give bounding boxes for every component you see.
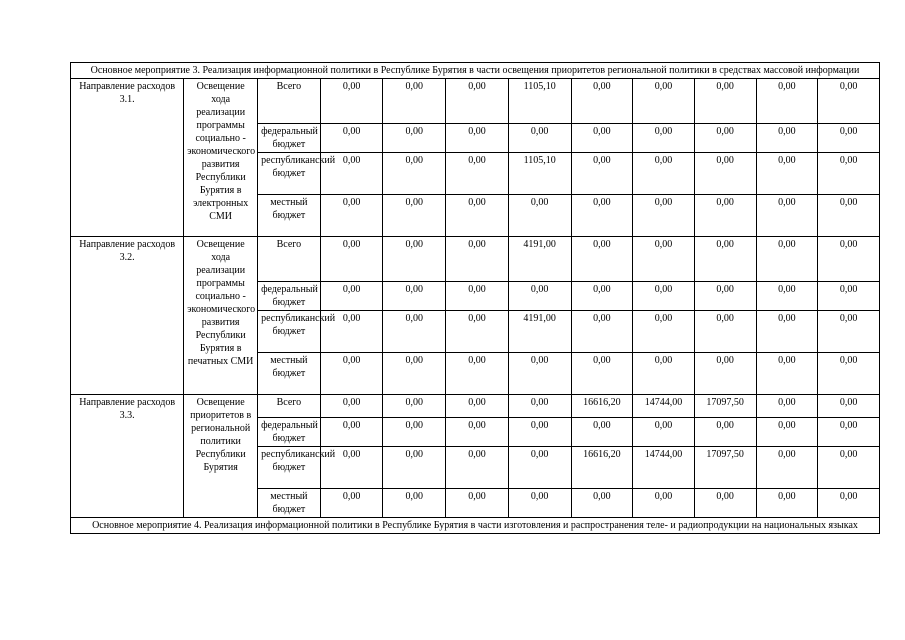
- funding-source-label: местный бюджет: [258, 489, 321, 518]
- amount-cell: 0,00: [446, 124, 509, 153]
- amount-cell: 0,00: [320, 282, 383, 311]
- direction-label: Направление расходов 3.3.: [71, 395, 184, 518]
- funding-source-label: республиканский бюджет: [258, 447, 321, 489]
- row-total: [71, 395, 880, 418]
- amount-cell: 0,00: [756, 353, 818, 395]
- amount-cell: 0,00: [694, 124, 756, 153]
- amount-cell: 0,00: [756, 311, 818, 353]
- amount-cell: 0,00: [818, 124, 880, 153]
- amount-cell: 0,00: [571, 237, 633, 282]
- amount-cell: 0,00: [694, 195, 756, 237]
- amount-cell: 0,00: [818, 489, 880, 518]
- amount-cell: 0,00: [633, 153, 695, 195]
- amount-cell: 0,00: [633, 489, 695, 518]
- budget-table: [70, 62, 880, 534]
- amount-cell: 0,00: [383, 311, 446, 353]
- amount-cell: 0,00: [756, 237, 818, 282]
- amount-cell: 0,00: [818, 79, 880, 124]
- amount-cell: 0,00: [571, 353, 633, 395]
- funding-source-label: местный бюджет: [258, 195, 321, 237]
- amount-cell: 0,00: [571, 153, 633, 195]
- amount-cell: 0,00: [694, 418, 756, 447]
- amount-cell: 0,00: [633, 79, 695, 124]
- event-3-header-row: [71, 63, 880, 79]
- amount-cell: 0,00: [756, 447, 818, 489]
- amount-cell: 0,00: [756, 395, 818, 418]
- amount-cell: 1105,10: [508, 79, 571, 124]
- amount-cell: 0,00: [756, 282, 818, 311]
- amount-cell: 0,00: [383, 395, 446, 418]
- amount-cell: 0,00: [633, 237, 695, 282]
- direction-groups: [71, 79, 880, 518]
- funding-source-label: Всего: [258, 237, 321, 282]
- amount-cell: 0,00: [571, 124, 633, 153]
- amount-cell: 0,00: [320, 489, 383, 518]
- amount-cell: 0,00: [571, 79, 633, 124]
- amount-cell: 0,00: [818, 153, 880, 195]
- funding-source-label: республиканский бюджет: [258, 153, 321, 195]
- amount-cell: 1105,10: [508, 153, 571, 195]
- amount-cell: 0,00: [383, 237, 446, 282]
- amount-cell: 0,00: [633, 195, 695, 237]
- amount-cell: 0,00: [446, 153, 509, 195]
- direction-description: Освещение хода реализации программы социально - экономического развития Республики Бурятия в печатных СМИ: [184, 237, 258, 395]
- amount-cell: 0,00: [694, 353, 756, 395]
- amount-cell: 0,00: [446, 353, 509, 395]
- funding-source-label: федеральный бюджет: [258, 282, 321, 311]
- amount-cell: 0,00: [818, 311, 880, 353]
- direction-label: Направление расходов 3.1.: [71, 79, 184, 237]
- amount-cell: 0,00: [633, 124, 695, 153]
- amount-cell: 0,00: [694, 237, 756, 282]
- amount-cell: 0,00: [694, 311, 756, 353]
- amount-cell: 0,00: [694, 153, 756, 195]
- amount-cell: 0,00: [633, 282, 695, 311]
- amount-cell: 0,00: [320, 395, 383, 418]
- amount-cell: 0,00: [571, 311, 633, 353]
- row-total: [71, 237, 880, 282]
- amount-cell: 0,00: [446, 282, 509, 311]
- amount-cell: 0,00: [508, 195, 571, 237]
- amount-cell: 0,00: [571, 489, 633, 518]
- amount-cell: 0,00: [756, 124, 818, 153]
- amount-cell: 0,00: [508, 353, 571, 395]
- amount-cell: 0,00: [694, 282, 756, 311]
- amount-cell: 0,00: [320, 353, 383, 395]
- amount-cell: 0,00: [320, 447, 383, 489]
- amount-cell: 16616,20: [571, 447, 633, 489]
- amount-cell: 0,00: [818, 282, 880, 311]
- amount-cell: 0,00: [756, 418, 818, 447]
- amount-cell: 0,00: [383, 447, 446, 489]
- amount-cell: 0,00: [694, 79, 756, 124]
- funding-source-label: Всего: [258, 395, 321, 418]
- amount-cell: 0,00: [571, 282, 633, 311]
- amount-cell: 0,00: [818, 418, 880, 447]
- amount-cell: 0,00: [571, 418, 633, 447]
- budget-table-footer: [71, 518, 880, 534]
- amount-cell: 0,00: [446, 418, 509, 447]
- funding-source-label: федеральный бюджет: [258, 124, 321, 153]
- amount-cell: 0,00: [508, 124, 571, 153]
- amount-cell: 0,00: [383, 79, 446, 124]
- amount-cell: 0,00: [383, 489, 446, 518]
- amount-cell: 0,00: [756, 153, 818, 195]
- amount-cell: 0,00: [508, 282, 571, 311]
- amount-cell: 0,00: [508, 395, 571, 418]
- amount-cell: 0,00: [446, 395, 509, 418]
- event-3-title: Основное мероприятие 3. Реализация информационной политики в Республике Бурятия в части освещения приоритетов региональной политики в средствах массовой информации: [71, 63, 880, 79]
- row-total: [71, 79, 880, 124]
- amount-cell: 0,00: [756, 79, 818, 124]
- amount-cell: 0,00: [320, 418, 383, 447]
- amount-cell: 0,00: [508, 418, 571, 447]
- amount-cell: 0,00: [818, 195, 880, 237]
- amount-cell: 0,00: [320, 311, 383, 353]
- budget-table-body: [71, 63, 880, 79]
- amount-cell: 0,00: [818, 353, 880, 395]
- funding-source-label: федеральный бюджет: [258, 418, 321, 447]
- amount-cell: 0,00: [756, 195, 818, 237]
- amount-cell: 0,00: [633, 353, 695, 395]
- funding-source-label: местный бюджет: [258, 353, 321, 395]
- amount-cell: 0,00: [571, 195, 633, 237]
- amount-cell: 0,00: [383, 282, 446, 311]
- amount-cell: 4191,00: [508, 237, 571, 282]
- amount-cell: 0,00: [818, 395, 880, 418]
- amount-cell: 14744,00: [633, 447, 695, 489]
- amount-cell: 0,00: [633, 418, 695, 447]
- amount-cell: 0,00: [446, 79, 509, 124]
- amount-cell: 0,00: [383, 124, 446, 153]
- amount-cell: 0,00: [818, 447, 880, 489]
- amount-cell: 0,00: [383, 353, 446, 395]
- direction-label: Направление расходов 3.2.: [71, 237, 184, 395]
- amount-cell: 0,00: [446, 195, 509, 237]
- amount-cell: 0,00: [320, 237, 383, 282]
- amount-cell: 0,00: [383, 418, 446, 447]
- amount-cell: 14744,00: [633, 395, 695, 418]
- amount-cell: 0,00: [320, 79, 383, 124]
- amount-cell: 0,00: [508, 489, 571, 518]
- amount-cell: 0,00: [446, 311, 509, 353]
- amount-cell: 16616,20: [571, 395, 633, 418]
- amount-cell: 0,00: [818, 237, 880, 282]
- amount-cell: 4191,00: [508, 311, 571, 353]
- funding-source-label: Всего: [258, 79, 321, 124]
- amount-cell: 0,00: [508, 447, 571, 489]
- amount-cell: 17097,50: [694, 447, 756, 489]
- amount-cell: 0,00: [446, 489, 509, 518]
- amount-cell: 0,00: [446, 237, 509, 282]
- amount-cell: 0,00: [320, 124, 383, 153]
- amount-cell: 0,00: [383, 153, 446, 195]
- amount-cell: 17097,50: [694, 395, 756, 418]
- amount-cell: 0,00: [756, 489, 818, 518]
- amount-cell: 0,00: [320, 153, 383, 195]
- event-4-title: Основное мероприятие 4. Реализация информационной политики в Республике Бурятия в части изготовления и распространения теле- и радиопродукции на национальных языках: [71, 518, 880, 534]
- funding-source-label: республиканский бюджет: [258, 311, 321, 353]
- event-4-header-row: [71, 518, 880, 534]
- amount-cell: 0,00: [383, 195, 446, 237]
- amount-cell: 0,00: [320, 195, 383, 237]
- amount-cell: 0,00: [694, 489, 756, 518]
- direction-description: Освещение приоритетов в региональной политики Республики Бурятия: [184, 395, 258, 518]
- direction-description: Освещение хода реализации программы социально - экономического развития Республики Бурятия в электронных СМИ: [184, 79, 258, 237]
- amount-cell: 0,00: [446, 447, 509, 489]
- amount-cell: 0,00: [633, 311, 695, 353]
